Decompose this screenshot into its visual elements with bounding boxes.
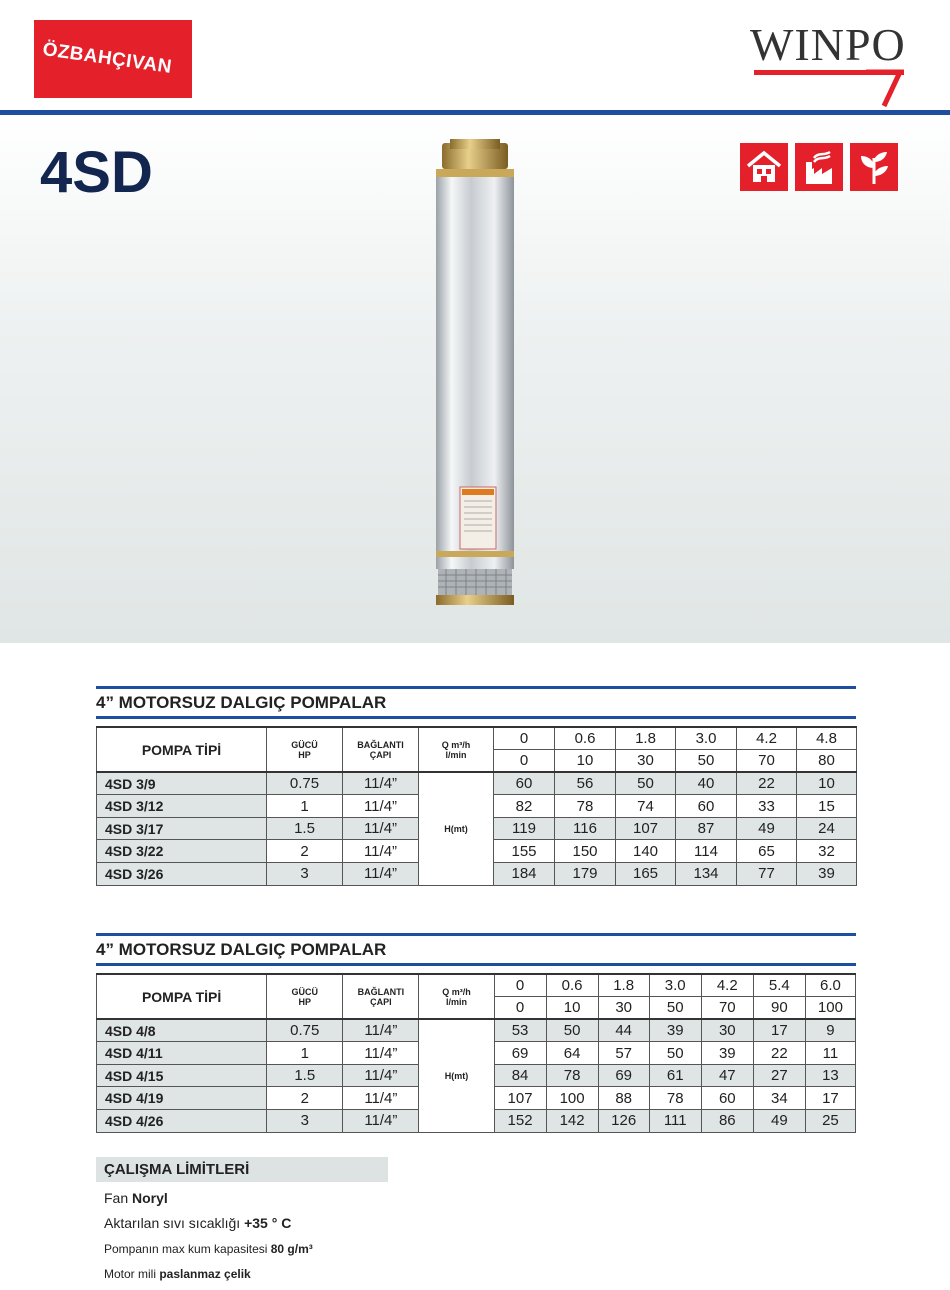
header-connection: BAĞLANTI ÇAPI [343,727,419,772]
table-row: 4SD 4/15 1.5 11/4” 84 78 69 61 47 27 13 [97,1064,856,1087]
header-head-meters: H(mt) [419,772,494,885]
flow-m3h-cell: 5.4 [753,974,805,997]
flow-m3h-cell: 3.0 [676,727,737,750]
table-row: 4SD 4/26 3 11/4” 152 142 126 111 86 49 25 [97,1110,856,1133]
flow-m3h-cell: 1.8 [616,727,676,750]
header-flow: Q m³/h l/min [419,727,494,772]
flow-lmin-cell: 0 [494,997,546,1020]
flow-m3h-cell: 0.6 [555,727,616,750]
flow-lmin-cell: 90 [753,997,805,1020]
header-pump-type: POMPA TİPİ [97,974,267,1019]
flow-m3h-cell: 4.8 [797,727,857,750]
factory-icon [795,143,843,191]
pump-table-2 [96,973,856,1133]
winpo-logo [746,14,916,104]
ozbahcivan-logo-text: ÖZBAHÇIVAN [41,39,174,78]
table-row: 4SD 3/9 0.75 11/4” H(mt) 60 56 50 40 22 10 [97,772,857,795]
flow-lmin-cell: 0 [494,750,555,773]
product-hero [0,115,950,643]
flow-lmin-cell: 10 [546,997,598,1020]
table-row: 4SD 3/22 2 11/4” 155 150 140 114 65 32 [97,840,857,863]
header-connection: BAĞLANTI ÇAPI [343,974,419,1019]
header-head-meters: H(mt) [419,1019,494,1132]
flow-lmin-cell: 10 [555,750,616,773]
pump-table-1 [96,726,857,886]
page-header [0,0,950,112]
table-row: 4SD 4/8 0.75 11/4” H(mt) 53 50 44 39 30 17 9 [97,1019,856,1042]
flow-lmin-cell: 30 [598,997,649,1020]
flow-m3h-cell: 0 [494,727,555,750]
product-model-title: 4SD [40,140,153,205]
application-icons [740,143,898,191]
operating-limits [96,1157,496,1281]
flow-m3h-cell: 3.0 [649,974,701,997]
house-icon [740,143,788,191]
table-section-2 [96,933,856,1133]
header-pump-type: POMPA TİPİ [97,727,267,772]
flow-lmin-cell: 80 [797,750,857,773]
flow-lmin-cell: 50 [649,997,701,1020]
flow-m3h-cell: 4.2 [701,974,753,997]
table-row: 4SD 3/17 1.5 11/4” 119 116 107 87 49 24 [97,817,857,840]
flow-lmin-cell: 70 [701,997,753,1020]
table-row: 4SD 4/19 2 11/4” 107 100 88 78 60 34 17 [97,1087,856,1110]
flow-m3h-cell: 4.2 [737,727,797,750]
flow-m3h-cell: 0 [494,974,546,997]
header-power: GÜCÜ HP [267,974,343,1019]
winpo-logo-text: WINPO [750,19,906,70]
plant-icon [850,143,898,191]
table-title-2: 4” MOTORSUZ DALGIÇ POMPALAR [96,940,387,959]
flow-lmin-cell: 50 [676,750,737,773]
table-row: 4SD 4/11 1 11/4” 69 64 57 50 39 22 11 [97,1042,856,1065]
limits-title: ÇALIŞMA LİMİTLERİ [96,1157,388,1182]
table-row: 4SD 3/12 1 11/4” 82 78 74 60 33 15 [97,795,857,818]
pump-image [430,139,520,605]
limit-fan: Fan Noryl [104,1190,168,1206]
table-row: 4SD 3/26 3 11/4” 184 179 165 134 77 39 [97,863,857,886]
flow-lmin-cell: 30 [616,750,676,773]
table-title-1: 4” MOTORSUZ DALGIÇ POMPALAR [96,693,387,712]
header-power: GÜCÜ HP [267,727,343,772]
ozbahcivan-logo [34,20,192,98]
table-section-1 [96,686,856,886]
header-flow: Q m³/h l/min [419,974,494,1019]
flow-m3h-cell: 6.0 [805,974,855,997]
flow-m3h-cell: 0.6 [546,974,598,997]
limit-motor-shaft: Motor mili paslanmaz çelik [104,1267,251,1281]
limit-temperature: Aktarılan sıvı sıcaklığı +35 ° C [104,1215,292,1231]
flow-m3h-cell: 1.8 [598,974,649,997]
flow-lmin-cell: 70 [737,750,797,773]
limit-sand-capacity: Pompanın max kum kapasitesi 80 g/m³ [104,1242,313,1256]
flow-lmin-cell: 100 [805,997,855,1020]
